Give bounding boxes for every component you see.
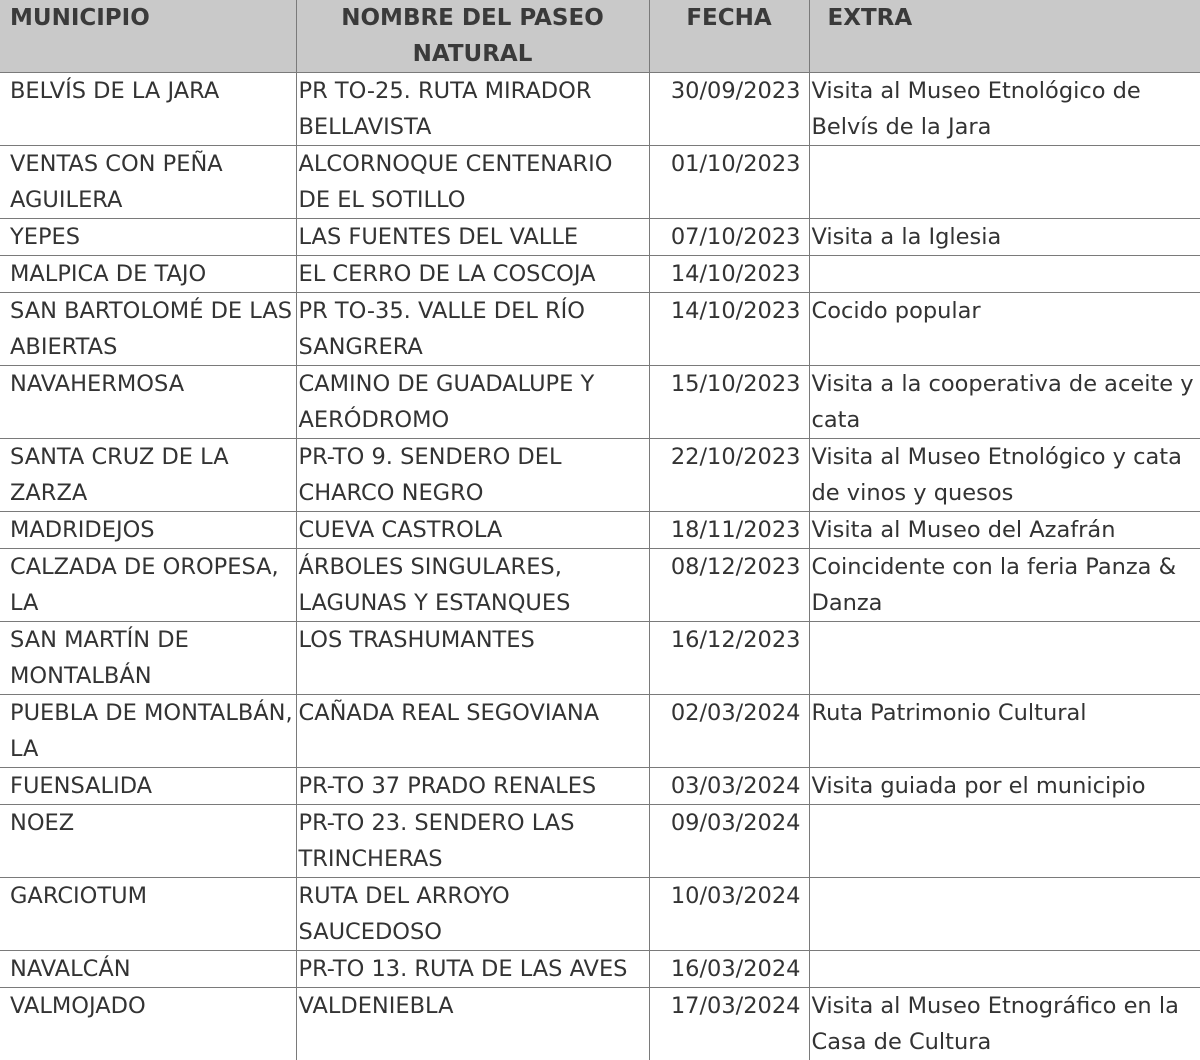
cell-extra: Coincidente con la feria Panza & Danza xyxy=(809,549,1200,622)
cell-extra: Visita guiada por el municipio xyxy=(809,768,1200,805)
cell-fecha: 03/03/2024 xyxy=(649,768,809,805)
cell-nombre: ÁRBOLES SINGULARES, LAGUNAS Y ESTANQUES xyxy=(296,549,649,622)
cell-nombre: EL CERRO DE LA COSCOJA xyxy=(296,256,649,293)
header-extra: EXTRA xyxy=(809,0,1200,73)
cell-nombre: CAÑADA REAL SEGOVIANA xyxy=(296,695,649,768)
cell-nombre: LAS FUENTES DEL VALLE xyxy=(296,219,649,256)
cell-extra: Visita a la cooperativa de aceite y cata xyxy=(809,366,1200,439)
table-row xyxy=(0,878,1200,951)
cell-fecha: 30/09/2023 xyxy=(649,73,809,146)
cell-nombre: ALCORNOQUE CENTENARIO DE EL SOTILLO xyxy=(296,146,649,219)
header-nombre xyxy=(296,0,649,73)
header-nombre-line2: NATURAL xyxy=(413,41,533,67)
cell-municipio: FUENSALIDA xyxy=(0,768,296,805)
cell-municipio: SAN MARTÍN DE MONTALBÁN xyxy=(0,622,296,695)
cell-nombre: PR TO-25. RUTA MIRADOR BELLAVISTA xyxy=(296,73,649,146)
cell-municipio: PUEBLA DE MONTALBÁN, LA xyxy=(0,695,296,768)
cell-municipio: SAN BARTOLOMÉ DE LAS ABIERTAS xyxy=(0,293,296,366)
cell-extra xyxy=(809,146,1200,219)
cell-fecha: 10/03/2024 xyxy=(649,878,809,951)
cell-fecha: 18/11/2023 xyxy=(649,512,809,549)
cell-extra: Cocido popular xyxy=(809,293,1200,366)
cell-fecha: 22/10/2023 xyxy=(649,439,809,512)
table-row xyxy=(0,622,1200,695)
table-row xyxy=(0,988,1200,1060)
table-row xyxy=(0,256,1200,293)
cell-extra: Visita a la Iglesia xyxy=(809,219,1200,256)
cell-municipio: BELVÍS DE LA JARA xyxy=(0,73,296,146)
table-row xyxy=(0,73,1200,146)
cell-extra: Visita al Museo Etnológico de Belvís de la Jara xyxy=(809,73,1200,146)
cell-municipio: VENTAS CON PEÑA AGUILERA xyxy=(0,146,296,219)
cell-nombre: VALDENIEBLA xyxy=(296,988,649,1060)
cell-fecha: 16/12/2023 xyxy=(649,622,809,695)
cell-fecha: 16/03/2024 xyxy=(649,951,809,988)
cell-municipio: CALZADA DE OROPESA, LA xyxy=(0,549,296,622)
cell-municipio: SANTA CRUZ DE LA ZARZA xyxy=(0,439,296,512)
table-row xyxy=(0,512,1200,549)
cell-extra xyxy=(809,805,1200,878)
table-row xyxy=(0,951,1200,988)
cell-fecha: 17/03/2024 xyxy=(649,988,809,1060)
table-row xyxy=(0,439,1200,512)
table-row xyxy=(0,549,1200,622)
cell-fecha: 09/03/2024 xyxy=(649,805,809,878)
cell-nombre: CUEVA CASTROLA xyxy=(296,512,649,549)
table-header xyxy=(0,0,1200,73)
table-row xyxy=(0,805,1200,878)
cell-fecha: 14/10/2023 xyxy=(649,293,809,366)
cell-nombre: PR-TO 37 PRADO RENALES xyxy=(296,768,649,805)
cell-municipio: VALMOJADO xyxy=(0,988,296,1060)
cell-extra: Visita al Museo Etnográfico en la Casa de Cultura xyxy=(809,988,1200,1060)
header-fecha: FECHA xyxy=(649,0,809,73)
cell-nombre: LOS TRASHUMANTES xyxy=(296,622,649,695)
cell-nombre: PR-TO 13. RUTA DE LAS AVES xyxy=(296,951,649,988)
cell-municipio: GARCIOTUM xyxy=(0,878,296,951)
cell-extra xyxy=(809,256,1200,293)
cell-extra: Ruta Patrimonio Cultural xyxy=(809,695,1200,768)
cell-municipio: YEPES xyxy=(0,219,296,256)
cell-extra: Visita al Museo Etnológico y cata de vinos y quesos xyxy=(809,439,1200,512)
header-row xyxy=(0,0,1200,73)
cell-extra: Visita al Museo del Azafrán xyxy=(809,512,1200,549)
cell-fecha: 14/10/2023 xyxy=(649,256,809,293)
cell-municipio: NAVALCÁN xyxy=(0,951,296,988)
table-row xyxy=(0,219,1200,256)
cell-extra xyxy=(809,951,1200,988)
cell-fecha: 15/10/2023 xyxy=(649,366,809,439)
table-row xyxy=(0,146,1200,219)
cell-fecha: 07/10/2023 xyxy=(649,219,809,256)
cell-fecha: 01/10/2023 xyxy=(649,146,809,219)
table-row xyxy=(0,695,1200,768)
cell-extra xyxy=(809,622,1200,695)
header-municipio: MUNICIPIO xyxy=(0,0,296,73)
cell-nombre: PR-TO 23. SENDERO LAS TRINCHERAS xyxy=(296,805,649,878)
table-row xyxy=(0,768,1200,805)
table-row xyxy=(0,293,1200,366)
cell-fecha: 08/12/2023 xyxy=(649,549,809,622)
table-row xyxy=(0,366,1200,439)
cell-municipio: NAVAHERMOSA xyxy=(0,366,296,439)
cell-nombre: PR TO-35. VALLE DEL RÍO SANGRERA xyxy=(296,293,649,366)
cell-municipio: MADRIDEJOS xyxy=(0,512,296,549)
cell-nombre: RUTA DEL ARROYO SAUCEDOSO xyxy=(296,878,649,951)
table-body xyxy=(0,73,1200,1060)
header-nombre-line1: NOMBRE DEL PASEO xyxy=(341,5,604,31)
cell-fecha: 02/03/2024 xyxy=(649,695,809,768)
cell-municipio: NOEZ xyxy=(0,805,296,878)
cell-municipio: MALPICA DE TAJO xyxy=(0,256,296,293)
cell-nombre: CAMINO DE GUADALUPE Y AERÓDROMO xyxy=(296,366,649,439)
cell-extra xyxy=(809,878,1200,951)
cell-nombre: PR-TO 9. SENDERO DEL CHARCO NEGRO xyxy=(296,439,649,512)
